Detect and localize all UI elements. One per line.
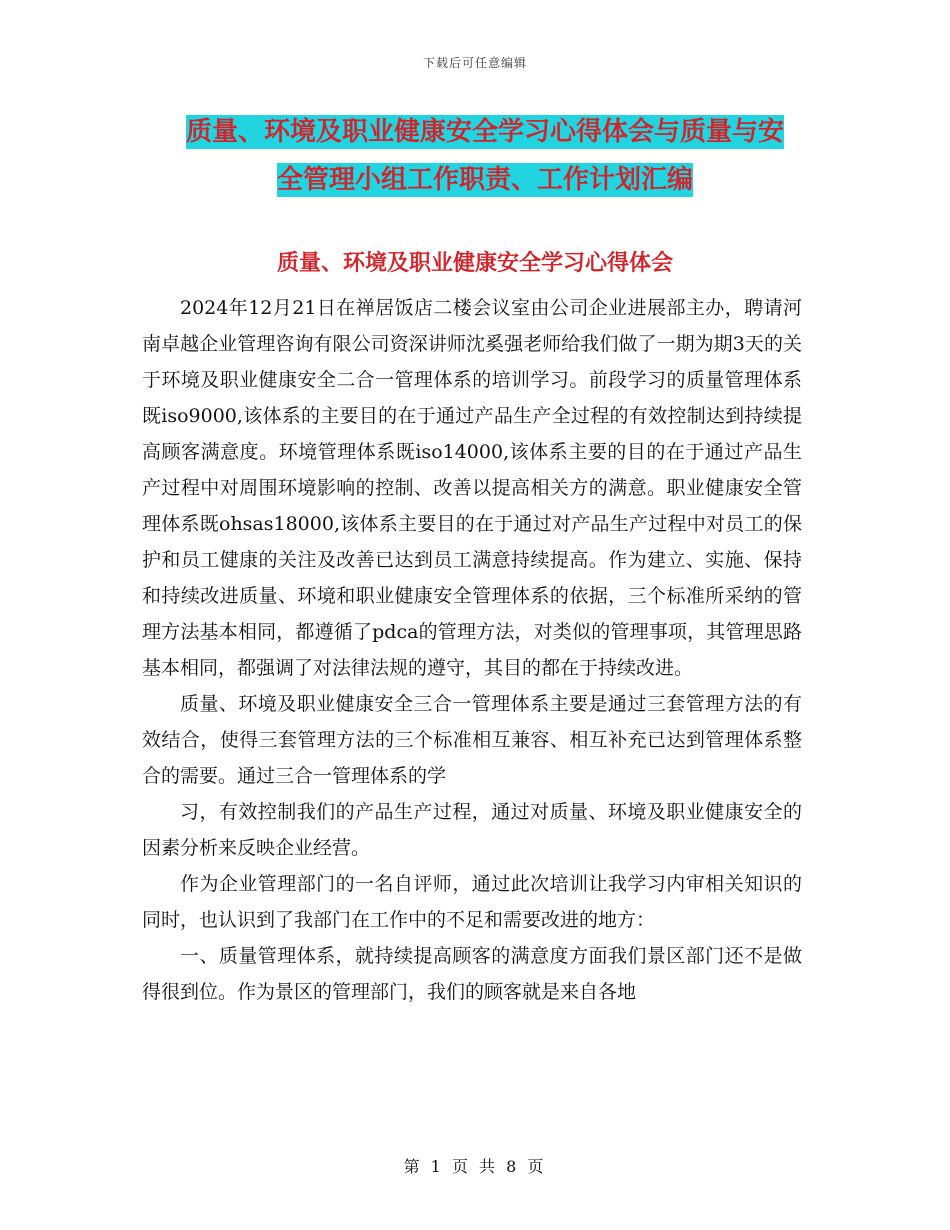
section-title: 质量、环境及职业健康安全学习心得体会 <box>276 251 673 276</box>
page-footer: 第 1 页 共 8 页 <box>403 1157 547 1176</box>
paragraph-1: 2024年12月21日在禅居饭店二楼会议室由公司企业进展部主办，聘请河南卓越企业管理咨询有限公司资深讲师沈奚强老师给我们做了一期为期3天的关于环境及职业健康安全二合一管理体系的培训学习。前段学习的质量管理体系既iso9000,该体系的主要目的在于通过产品生产全过程的有效控制达到持续提高顾客满意度。环境管理体系既iso14000,该体系主要的目的在于通过产品生产过程中对周围环境影响的控制、改善以提高相关方的满意。职业健康安全管理体系既ohsas18000,该体系主要目的在于通过对产品生产过程中对员工的保护和员工健康的关注及改善已达到员工满意持续提高。作为建立、实施、保持和持续改进质量、环境和职业健康安全管理体系的依据，三个标准所采纳的管理方法基本相同，都遵循了pdca的管理方法，对类似的管理事项，其管理思路基本相同，都强调了对法律法规的遵守，其目的都在于持续改进。 <box>142 297 802 679</box>
paragraph-2: 质量、环境及职业健康安全三合一管理体系主要是通过三套管理方法的有效结合，使得三套管理方法的三个标准相互兼容、相互补充已达到管理体系整合的需要。通过三合一管理体系的学 <box>142 693 802 787</box>
document-body <box>142 290 802 1010</box>
paragraph-4: 作为企业管理部门的一名自评师，通过此次培训让我学习内审相关知识的同时，也认识到了我部门在工作中的不足和需要改进的地方： <box>142 873 802 931</box>
paragraph-5: 一、质量管理体系，就持续提高顾客的满意度方面我们景区部门还不是做得很到位。作为景区的管理部门，我们的顾客就是来自各地 <box>142 945 802 1003</box>
paragraph-3: 习，有效控制我们的产品生产过程，通过对质量、环境及职业健康安全的因素分析来反映企业经营。 <box>142 801 802 859</box>
title-line-1: 质量、环境及职业健康安全学习心得体会与质量与安 <box>185 117 784 147</box>
header-note: 下载后可任意编辑 <box>422 56 527 70</box>
document-title <box>150 108 820 204</box>
title-line-2: 全管理小组工作职责、工作计划汇编 <box>276 165 693 195</box>
